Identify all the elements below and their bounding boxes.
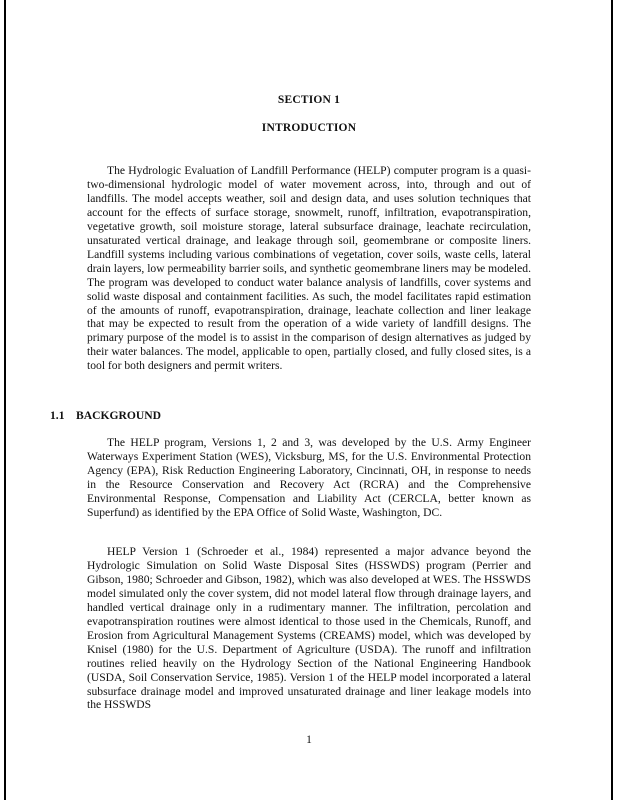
- section-label: SECTION 1: [277, 94, 341, 106]
- subsection-number: 1.1: [50, 409, 65, 422]
- subsection-title: BACKGROUND: [76, 409, 162, 422]
- background-paragraph-2: HELP Version 1 (Schroeder et al., 1984) represented a major advance beyond the Hydrologic Simulation on Solid Waste Disposal Sites (HSSWDS) program (Perrier and Gibson, 1980; Schroeder and Gibson, 1982), which was also developed at WES. The HSSWDS model simulated only the cover system, did not model lateral flow through drainage layers, and handled vertical drainage only in a rudimentary manner. The infiltration, percolation and evapotranspiration routines were almost identical to those used in the Chemicals, Runoff, and Erosion from Agricultural Management Systems (CREAMS) model, which was developed by Knisel (1980) for the U.S. Department of Agriculture (USDA). The runoff and infiltration routines relied heavily on the Hydrology Section of the National Engineering Handbook (USDA, Soil Conservation Service, 1985). Version 1 of the HELP model incorporated a lateral subsurface drainage model and improved unsaturated drainage and liner leakage models into the HSSWDS: [87, 545, 531, 712]
- section-title: INTRODUCTION: [261, 122, 357, 134]
- background-paragraph-1: The HELP program, Versions 1, 2 and 3, was developed by the U.S. Army Engineer Waterways Experiment Station (WES), Vicksburg, MS, for the U.S. Environmental Protection Agency (EPA), Risk Reduction Engineering Laboratory, Cincinnati, OH, in response to needs in the Resource Conservation and Recovery Act (RCRA) and the Comprehensive Environmental Response, Compensation and Liability Act (CERCLA, better known as Superfund) as identified by the EPA Office of Solid Waste, Washington, DC.: [87, 436, 531, 519]
- page-number: 1: [306, 734, 312, 746]
- right-border-line: [611, 0, 613, 800]
- intro-paragraph: The Hydrologic Evaluation of Landfill Performance (HELP) computer program is a quasi-two-dimensional hydrologic model of water movement across, into, through and out of landfills. The model accepts weather, soil and design data, and uses solution techniques that account for the effects of surface storage, snowmelt, runoff, infiltration, evapotranspiration, vegetative growth, soil moisture storage, lateral subsurface drainage, leachate recirculation, unsaturated vertical drainage, and leakage through soil, geomembrane or composite liners. Landfill systems including various combinations of vegetation, cover soils, waste cells, lateral drain layers, low permeability barrier soils, and synthetic geomembrane liners may be modeled. The program was developed to conduct water balance analysis of landfills, cover systems and solid waste disposal and containment facilities. As such, the model facilitates rapid estimation of the amounts of runoff, evapotranspiration, drainage, leachate collection and liner leakage that may be expected to result from the operation of a wide variety of landfill designs. The primary purpose of the model is to assist in the comparison of design alternatives as judged by their water balances. The model, applicable to open, partially closed, and fully closed sites, is a tool for both designers and permit writers.: [87, 164, 531, 373]
- left-border-line: [4, 0, 6, 800]
- subsection-heading: [50, 409, 161, 422]
